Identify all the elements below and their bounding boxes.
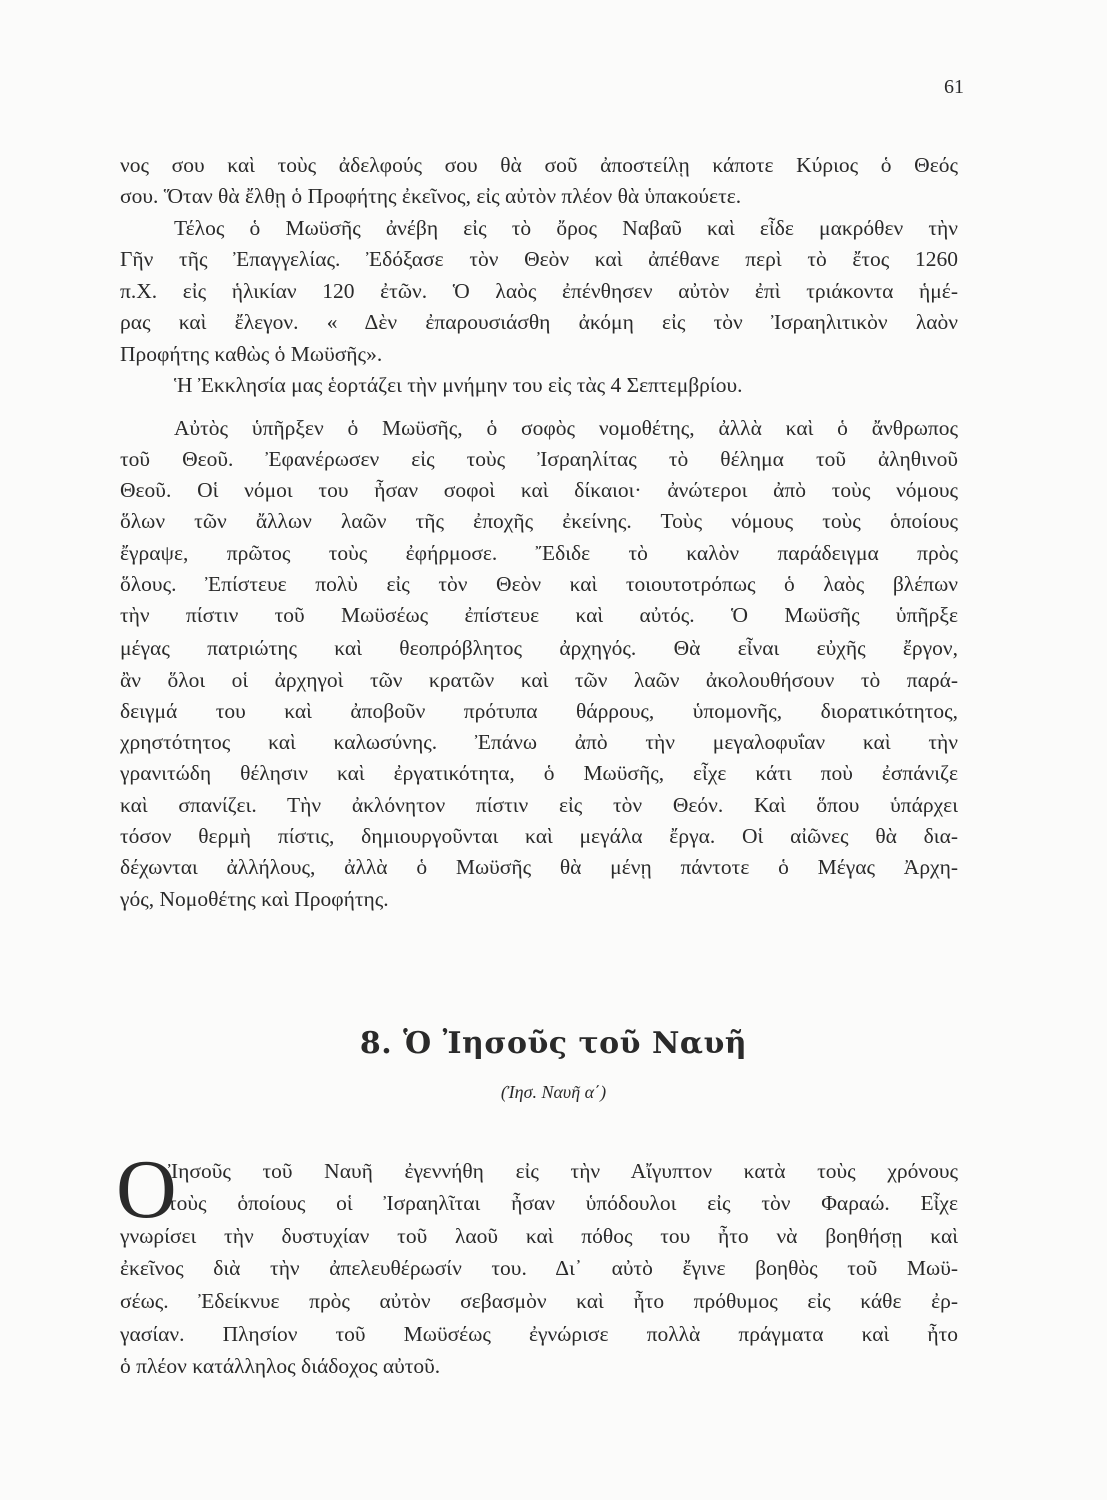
drop-cap: Ο: [116, 1143, 177, 1236]
text-line: ὅλους. Ἐπίστευε πολὺ εἰς τὸν Θεὸν καὶ τοιουτοτρόπως ὁ λαὸς βλέπων: [120, 572, 958, 596]
text-line: τὴν πίστιν τοῦ Μωϋσέως ἐπίστευε καὶ αὐτός. Ὁ Μωϋσῆς ὑπῆρξε: [120, 603, 958, 627]
scripture-reference: (Ἰησ. Ναυῆ α΄): [500, 1082, 607, 1102]
text-line: γασίαν. Πλησίον τοῦ Μωϋσέως ἐγνώρισε πολλὰ πράγματα καὶ ἦτο: [120, 1322, 958, 1346]
text-line: σου. Ὅταν θὰ ἔλθῃ ὁ Προφήτης ἐκεῖνος, εἰς αὐτὸν πλέον θὰ ὑπακούετε.: [120, 184, 742, 208]
chapter-heading: 8. Ὁ Ἰησοῦς τοῦ Ναυῆ: [359, 1026, 748, 1061]
text-line: ἔγραψε, πρῶτος τοὺς ἐφήρμοσε. Ἔδιδε τὸ καλὸν παράδειγμα πρὸς: [120, 541, 958, 565]
text-line: ὅλων τῶν ἄλλων λαῶν τῆς ἐποχῆς ἐκείνης. Τοὺς νόμους τοὺς ὁποίους: [120, 509, 958, 533]
text-line: δέχωνται ἀλλήλους, ἀλλὰ ὁ Μωϋσῆς θὰ μένῃ πάντοτε ὁ Μέγας Ἀρχη-: [120, 855, 958, 879]
text-line: Τέλος ὁ Μωϋσῆς ἀνέβη εἰς τὸ ὄρος Ναβαῦ καὶ εἶδε μακρόθεν τὴν: [174, 216, 958, 240]
text-line: ὁ πλέον κατάλληλος διάδοχος αὐτοῦ.: [120, 1354, 441, 1378]
text-line: ἂν ὅλοι οἱ ἀρχηγοὶ τῶν κρατῶν καὶ τῶν λαῶν ἀκολουθήσουν τὸ παρά-: [120, 668, 958, 692]
text-line: Ἰησοῦς τοῦ Ναυῆ ἐγεννήθη εἰς τὴν Αἴγυπτον κατὰ τοὺς χρόνους: [168, 1159, 958, 1183]
text-line: Θεοῦ. Οἱ νόμοι του ἦσαν σοφοὶ καὶ δίκαιοι· ἀνώτεροι ἀπὸ τοὺς νόμους: [120, 478, 958, 502]
text-line: καὶ σπανίζει. Τὴν ἀκλόνητον πίστιν εἰς τὸν Θεόν. Καὶ ὅπου ὑπάρχει: [120, 793, 958, 817]
text-line: τοῦ Θεοῦ. Ἐφανέρωσεν εἰς τοὺς Ἰσραηλίτας τὸ θέλημα τοῦ ἀληθινοῦ: [120, 447, 958, 471]
text-line: χρηστότητος καὶ καλωσύνης. Ἐπάνω ἀπὸ τὴν μεγαλοφυΐαν καὶ τὴν: [120, 730, 958, 754]
text-line: γός, Νομοθέτης καὶ Προφήτης.: [120, 887, 389, 911]
text-line: Αὐτὸς ὑπῆρξεν ὁ Μωϋσῆς, ὁ σοφὸς νομοθέτης, ἀλλὰ καὶ ὁ ἄνθρωπος: [174, 416, 958, 440]
text-line: Ἡ Ἐκκλησία μας ἑορτάζει τὴν μνήμην του εἰς τὰς 4 Σεπτεμβρίου.: [174, 373, 743, 397]
text-line: Γῆν τῆς Ἐπαγγελίας. Ἐδόξασε τὸν Θεὸν καὶ ἀπέθανε περὶ τὸ ἔτος 1260: [120, 247, 958, 271]
text-line: μέγας πατριώτης καὶ θεοπρόβλητος ἀρχηγός. Θὰ εἶναι εὐχῆς ἔργον,: [120, 636, 958, 660]
text-line: τοὺς ὁποίους οἱ Ἰσραηλῖται ἦσαν ὑπόδουλοι εἰς τὸν Φαραώ. Εἶχε: [168, 1191, 958, 1215]
text-line: τόσον θερμὴ πίστις, δημιουργοῦνται καὶ μεγάλα ἔργα. Οἱ αἰῶνες θὰ δια-: [120, 824, 958, 848]
text-line: δειγμά του καὶ ἀποβοῦν πρότυπα θάρρους, ὑπομονῆς, διορατικότητος,: [120, 699, 958, 723]
text-line: ρας καὶ ἔλεγον. « Δὲν ἐπαρουσιάσθη ἀκόμη εἰς τὸν Ἰσραηλιτικὸν λαὸν: [120, 310, 958, 334]
text-line: Προφήτης καθὼς ὁ Μωϋσῆς».: [120, 342, 383, 366]
text-line: ἐκεῖνος διὰ τὴν ἀπελευθέρωσίν του. Δι᾽ αὐτὸ ἔγινε βοηθὸς τοῦ Μωϋ-: [120, 1256, 958, 1280]
text-line: γνωρίσει τὴν δυστυχίαν τοῦ λαοῦ καὶ πόθος του ἦτο νὰ βοηθήσῃ καὶ: [120, 1224, 958, 1248]
text-line: σέως. Ἐδείκνυε πρὸς αὐτὸν σεβασμὸν καὶ ἦτο πρόθυμος εἰς κάθε ἐρ-: [120, 1289, 958, 1313]
text-line: π.Χ. εἰς ἡλικίαν 120 ἐτῶν. Ὁ λαὸς ἐπένθησεν αὐτὸν ἐπὶ τριάκοντα ἡμέ-: [120, 279, 958, 303]
page-number: 61: [944, 76, 964, 98]
text-line: γρανιτώδη θέλησιν καὶ ἐργατικότητα, ὁ Μωϋσῆς, εἶχε κάτι ποὺ ἐσπάνιζε: [120, 761, 958, 785]
text-line: νος σου καὶ τοὺς ἀδελφούς σου θὰ σοῦ ἀποστείλῃ κάποτε Κύριος ὁ Θεός: [120, 153, 958, 177]
